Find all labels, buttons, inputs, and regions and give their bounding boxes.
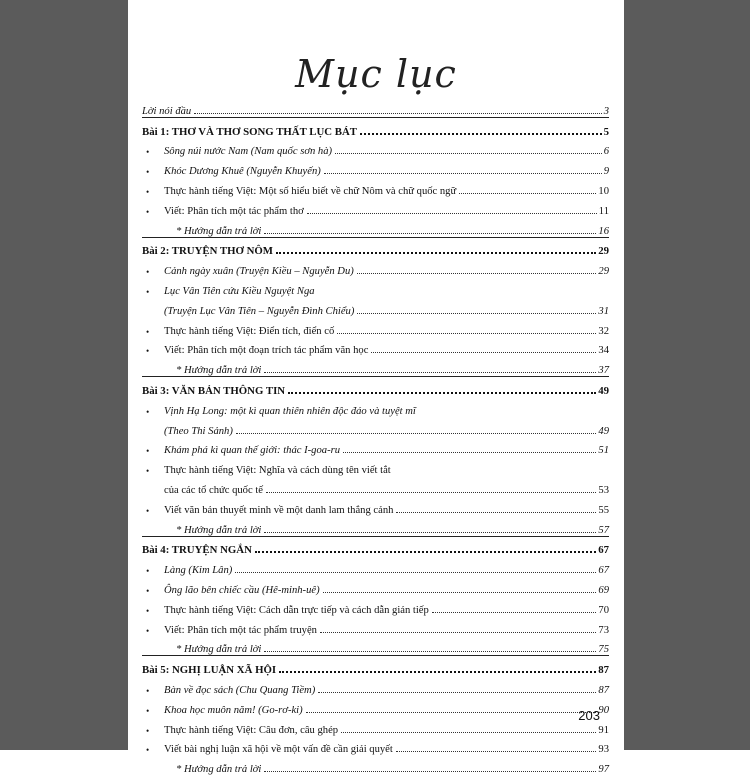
toc-page-number: 49 bbox=[598, 384, 609, 397]
toc-page-number: 93 bbox=[598, 744, 609, 756]
toc-label: Khóc Dương Khuê (Nguyễn Khuyến) bbox=[164, 166, 321, 178]
toc-page-number: 87 bbox=[598, 664, 609, 677]
dot-leader bbox=[276, 252, 596, 254]
bullet-icon: • bbox=[146, 167, 150, 178]
dot-leader bbox=[255, 551, 596, 553]
toc-page-number: 70 bbox=[598, 604, 609, 616]
dot-leader bbox=[324, 173, 602, 174]
toc-label: Bài 2: TRUYỆN THƠ NÔM bbox=[142, 245, 273, 258]
dot-leader bbox=[279, 671, 596, 673]
toc-page-number: 91 bbox=[598, 724, 609, 736]
toc-page-number: 32 bbox=[598, 325, 609, 337]
toc-label: Thực hành tiếng Việt: Cách dẫn trực tiếp và cách dẫn gián tiếp bbox=[164, 604, 429, 616]
toc-page-number: 6 bbox=[603, 146, 609, 158]
toc-label: * Hướng dẫn trả lời bbox=[176, 524, 262, 536]
toc-page-number: 57 bbox=[598, 524, 609, 536]
dot-leader bbox=[459, 193, 596, 194]
bullet-icon: • bbox=[146, 685, 150, 696]
toc-answer-row bbox=[142, 636, 609, 656]
dot-leader bbox=[306, 712, 597, 713]
toc-label: Thực hành tiếng Việt: Câu đơn, câu ghép bbox=[164, 724, 339, 736]
dot-leader bbox=[194, 113, 601, 114]
right-margin-bar bbox=[624, 0, 750, 750]
bullet-icon: • bbox=[146, 406, 150, 417]
toc-page-number: 9 bbox=[603, 166, 609, 178]
table-of-contents bbox=[142, 97, 609, 775]
bullet-icon: • bbox=[146, 505, 150, 516]
bullet-icon: • bbox=[146, 206, 150, 217]
dot-leader bbox=[371, 352, 596, 353]
toc-label: (Theo Thi Sảnh) bbox=[164, 425, 233, 437]
toc-page-number: 53 bbox=[598, 484, 609, 496]
dot-leader bbox=[357, 313, 596, 314]
dot-leader bbox=[288, 392, 596, 394]
toc-entry-row bbox=[142, 556, 609, 576]
toc-entry-row bbox=[142, 138, 609, 158]
bullet-icon: • bbox=[146, 725, 150, 736]
toc-page-number: 11 bbox=[598, 205, 609, 217]
bullet-icon: • bbox=[146, 346, 150, 357]
toc-label: của các tổ chức quốc tế bbox=[164, 484, 263, 496]
dot-leader bbox=[360, 133, 602, 135]
toc-chapter-row bbox=[142, 536, 609, 557]
toc-page-number: 97 bbox=[598, 764, 609, 775]
toc-page-number: 16 bbox=[598, 225, 609, 237]
toc-chapter-row bbox=[142, 237, 609, 258]
dot-leader bbox=[235, 572, 596, 573]
toc-label: Khoa học muôn năm! (Go-rơ-ki) bbox=[164, 704, 303, 716]
toc-chapter-row bbox=[142, 655, 609, 676]
toc-label: * Hướng dẫn trả lời bbox=[176, 225, 262, 237]
toc-chapter-row bbox=[142, 376, 609, 397]
toc-page-number: 51 bbox=[598, 445, 609, 457]
dot-leader bbox=[432, 612, 597, 613]
toc-label: Viết văn bản thuyết minh về một danh lam thắng cảnh bbox=[164, 504, 394, 516]
page-title: Mục lục bbox=[295, 52, 457, 96]
toc-label: * Hướng dẫn trả lời bbox=[176, 764, 262, 775]
toc-label: Bài 4: TRUYỆN NGẮN bbox=[142, 544, 252, 557]
dot-leader bbox=[318, 692, 596, 693]
toc-page-number: 34 bbox=[598, 345, 609, 357]
toc-entry-row bbox=[142, 437, 609, 457]
toc-label: Bàn về đọc sách (Chu Quang Tiềm) bbox=[164, 684, 316, 696]
bullet-icon: • bbox=[146, 705, 150, 716]
dot-leader bbox=[307, 213, 597, 214]
book-page bbox=[128, 0, 624, 775]
bullet-icon: • bbox=[146, 625, 150, 636]
toc-label: Lục Vân Tiên cứu Kiều Nguyệt Nga bbox=[164, 285, 315, 297]
toc-entry-row bbox=[142, 596, 609, 616]
bullet-icon: • bbox=[146, 585, 150, 596]
dot-leader bbox=[396, 751, 597, 752]
bullet-icon: • bbox=[146, 566, 150, 577]
toc-label: Thực hành tiếng Việt: Nghĩa và cách dùng tên viết tắt bbox=[164, 465, 391, 477]
toc-label: Viết: Phân tích một đoạn trích tác phẩm văn học bbox=[164, 345, 369, 357]
toc-entry-row bbox=[142, 397, 609, 417]
toc-page-number: 37 bbox=[598, 365, 609, 377]
dot-leader bbox=[264, 651, 596, 652]
toc-label: Bài 5: NGHỊ LUẬN XÃ HỘI bbox=[142, 664, 277, 677]
toc-page-number: 90 bbox=[598, 704, 609, 716]
toc-page-number: 29 bbox=[598, 266, 609, 278]
dot-leader bbox=[396, 512, 596, 513]
toc-page-number: 69 bbox=[598, 584, 609, 596]
toc-label: Bài 1: THƠ VÀ THƠ SONG THẤT LỤC BÁT bbox=[142, 125, 357, 138]
toc-entry-row bbox=[142, 716, 609, 736]
toc-entry-row bbox=[142, 676, 609, 696]
toc-entry-row bbox=[142, 576, 609, 596]
dot-leader bbox=[341, 732, 596, 733]
toc-answer-row bbox=[142, 516, 609, 536]
toc-page-number: 73 bbox=[598, 624, 609, 636]
toc-label: Cảnh ngày xuân (Truyện Kiều – Nguyễn Du) bbox=[164, 266, 354, 278]
toc-page-number: 29 bbox=[598, 245, 609, 258]
toc-entry-row bbox=[142, 616, 609, 636]
toc-answer-row bbox=[142, 356, 609, 376]
toc-label: (Truyện Lục Vân Tiên – Nguyễn Đình Chiểu) bbox=[164, 305, 355, 317]
toc-page-number: 67 bbox=[598, 544, 609, 557]
toc-entry-row bbox=[142, 317, 609, 337]
toc-page-number: 87 bbox=[598, 684, 609, 696]
dot-leader bbox=[320, 632, 596, 633]
toc-label: Bài 3: VĂN BẢN THÔNG TIN bbox=[142, 384, 286, 397]
dot-leader bbox=[323, 592, 597, 593]
toc-entry-row bbox=[142, 297, 609, 317]
dot-leader bbox=[236, 433, 597, 434]
toc-answer-row bbox=[142, 755, 609, 775]
toc-entry-row bbox=[142, 456, 609, 476]
dot-leader bbox=[335, 153, 602, 154]
toc-page-number: 49 bbox=[598, 425, 609, 437]
toc-entry-row bbox=[142, 257, 609, 277]
toc-entry-row bbox=[142, 97, 609, 117]
toc-label: Viết: Phân tích một tác phẩm thơ bbox=[164, 205, 304, 217]
bullet-icon: • bbox=[146, 466, 150, 477]
toc-entry-row bbox=[142, 277, 609, 297]
toc-chapter-row bbox=[142, 117, 609, 138]
toc-page-number: 31 bbox=[598, 305, 609, 317]
toc-entry-row bbox=[142, 476, 609, 496]
bullet-icon: • bbox=[146, 186, 150, 197]
toc-page-number: 75 bbox=[598, 644, 609, 656]
toc-label: Vịnh Hạ Long: một kì quan thiên nhiên độc đáo và tuyệt mĩ bbox=[164, 405, 416, 417]
bullet-icon: • bbox=[146, 605, 150, 616]
toc-label: Làng (Kim Lân) bbox=[164, 565, 233, 577]
toc-page-number: 10 bbox=[598, 185, 609, 197]
bullet-icon: • bbox=[146, 745, 150, 756]
bullet-icon: • bbox=[146, 286, 150, 297]
bullet-icon: • bbox=[146, 147, 150, 158]
dot-leader bbox=[343, 452, 596, 453]
toc-page-number: 67 bbox=[598, 565, 609, 577]
toc-label: Sông núi nước Nam (Nam quốc sơn hà) bbox=[164, 146, 333, 158]
dot-leader bbox=[357, 273, 597, 274]
bullet-icon: • bbox=[146, 267, 150, 278]
toc-label: * Hướng dẫn trả lời bbox=[176, 644, 262, 656]
dot-leader bbox=[264, 372, 596, 373]
toc-label: Lời nói đầu bbox=[142, 105, 192, 117]
toc-entry-row bbox=[142, 696, 609, 716]
toc-entry-row bbox=[142, 496, 609, 516]
bullet-icon: • bbox=[146, 446, 150, 457]
dot-leader bbox=[266, 492, 596, 493]
toc-label: Ông lão bên chiếc cầu (Hê-minh-uê) bbox=[164, 584, 320, 596]
toc-entry-row bbox=[142, 337, 609, 357]
toc-entry-row bbox=[142, 417, 609, 437]
toc-label: * Hướng dẫn trả lời bbox=[176, 365, 262, 377]
toc-page-number: 55 bbox=[598, 504, 609, 516]
toc-label: Viết bài nghị luận xã hội về một vấn đề cần giải quyết bbox=[164, 744, 393, 756]
dot-leader bbox=[337, 333, 596, 334]
toc-label: Viết: Phân tích một tác phẩm truyện bbox=[164, 624, 317, 636]
toc-entry-row bbox=[142, 177, 609, 197]
left-margin-bar bbox=[0, 0, 128, 750]
dot-leader bbox=[264, 771, 596, 772]
toc-page-number: 5 bbox=[603, 125, 609, 138]
toc-entry-row bbox=[142, 157, 609, 177]
toc-answer-row bbox=[142, 217, 609, 237]
toc-entry-row bbox=[142, 197, 609, 217]
toc-page-number: 3 bbox=[603, 105, 609, 117]
bullet-icon: • bbox=[146, 326, 150, 337]
toc-label: Thực hành tiếng Việt: Một số hiểu biết về chữ Nôm và chữ quốc ngữ bbox=[164, 185, 457, 197]
dot-leader bbox=[264, 233, 596, 234]
toc-label: Khám phá kì quan thế giới: thác I-goa-ru bbox=[164, 445, 341, 457]
dot-leader bbox=[264, 532, 596, 533]
page-number: 203 bbox=[578, 708, 600, 723]
toc-label: Thực hành tiếng Việt: Điển tích, điển cố bbox=[164, 325, 335, 337]
toc-entry-row bbox=[142, 736, 609, 756]
